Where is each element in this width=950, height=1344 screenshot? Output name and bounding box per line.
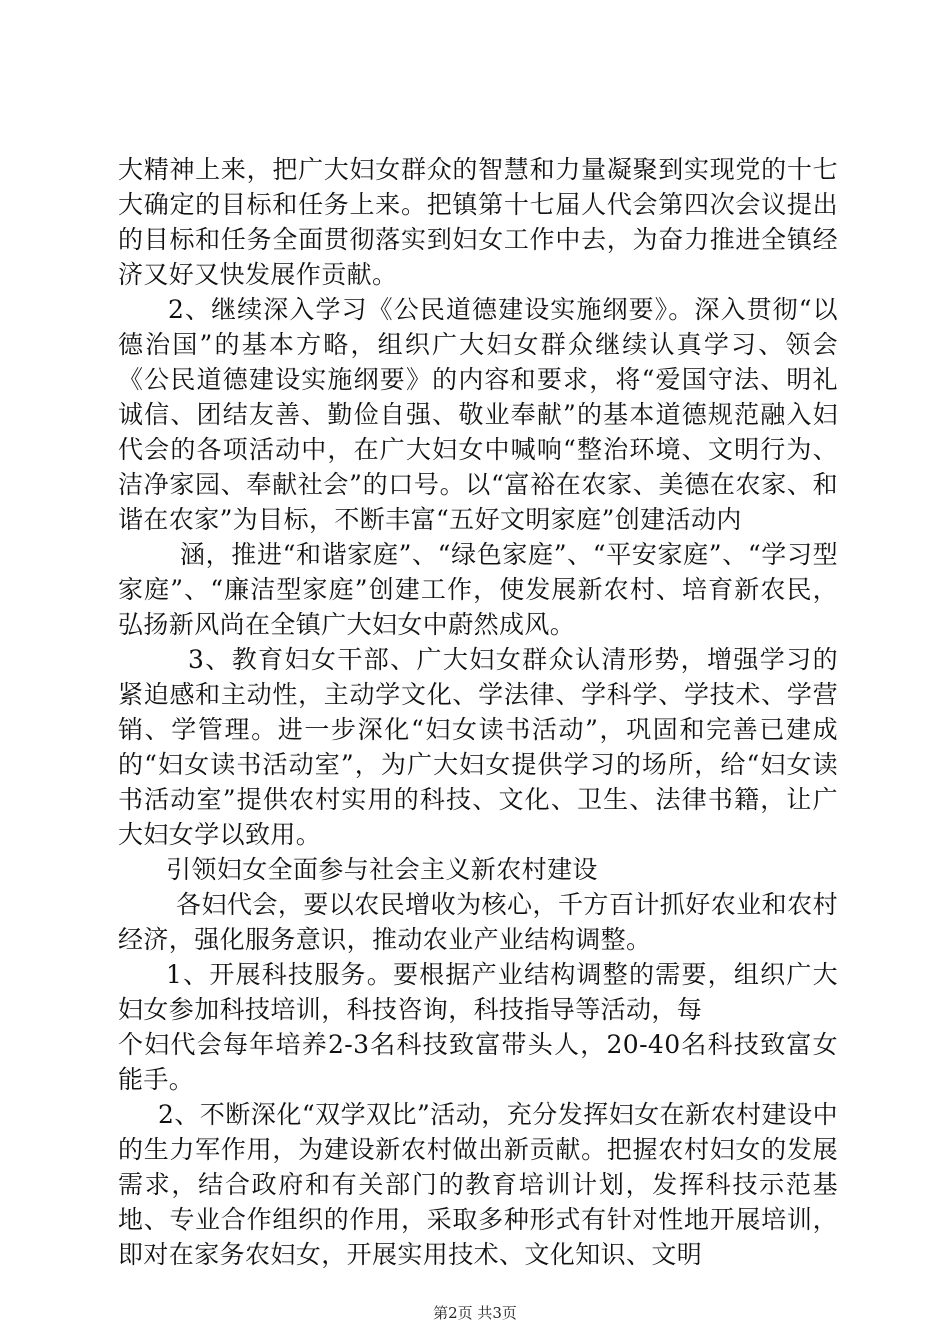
paragraph-item-1-tech-service: 1、开展科技服务。要根据产业结构调整的需要，组织广大妇女参加科技培训，科技咨询，科技指导等活动，每: [118, 960, 838, 1024]
paragraph-rural-economy: 各妇代会，要以农民增收为核心，千方百计抓好农业和农村经济，强化服务意识，推动农业产业结构调整。: [118, 890, 838, 954]
paragraph-family-building: 涵，推进“和谐家庭”、“绿色家庭”、“平安家庭”、“学习型家庭”、“廉洁型家庭”创建工作，使发展新农村、培育新农民，弘扬新风尚在全镇广大妇女中蔚然成风。: [118, 540, 838, 639]
paragraph-tech-leaders: 个妇代会每年培养2-3名科技致富带头人，20-40名科技致富女能手。: [118, 1030, 838, 1094]
paragraph-item-2-moral-education: 2、继续深入学习《公民道德建设实施纲要》。深入贯彻“以德治国”的基本方略，组织广大妇女群众继续认真学习、领会《公民道德建设实施纲要》的内容和要求，将“爱国守法、明礼诚信、团结友善、勤俭自强、敬业奉献”的基本道德规范融入妇代会的各项活动中，在广大妇女中喊响“整治环境、文明行为、洁净家园、奉献社会”的口号。以“富裕在农家、美德在农家、和谐在农家”为目标，不断丰富“五好文明家庭”创建活动内: [118, 295, 838, 534]
paragraph-item-2-shuangxue: 2、不断深化“双学双比”活动，充分发挥妇女在新农村建设中的生力军作用，为建设新农村做出新贡献。把握农村妇女的发展需求，结合政府和有关部门的教育培训计划，发挥科技示范基地、专业合作组织的作用，采取多种形式有针对性地开展培训，即对在家务农妇女，开展实用技术、文化知识、文明: [118, 1100, 838, 1269]
paragraph-item-3-study: 3、教育妇女干部、广大妇女群众认清形势，增强学习的紧迫感和主动性，主动学文化、学法律、学科学、学技术、学营销、学管理。进一步深化“妇女读书活动”，巩固和完善已建成的“妇女读书活动室”，为广大妇女提供学习的场所，给“妇女读书活动室”提供农村实用的科技、文化、卫生、法律书籍，让广大妇女学以致用。: [118, 645, 838, 849]
page-footer: 第2页 共3页: [433, 1304, 517, 1322]
section-heading-new-countryside: 引领妇女全面参与社会主义新农村建设: [166, 855, 598, 884]
document-body: [118, 152, 838, 1272]
paragraph-continuation: 大精神上来，把广大妇女群众的智慧和力量凝聚到实现党的十七大确定的目标和任务上来。把镇第十七届人代会第四次会议提出的目标和任务全面贯彻落实到妇女工作中去，为奋力推进全镇经济又好又快发展作贡献。: [118, 155, 838, 289]
